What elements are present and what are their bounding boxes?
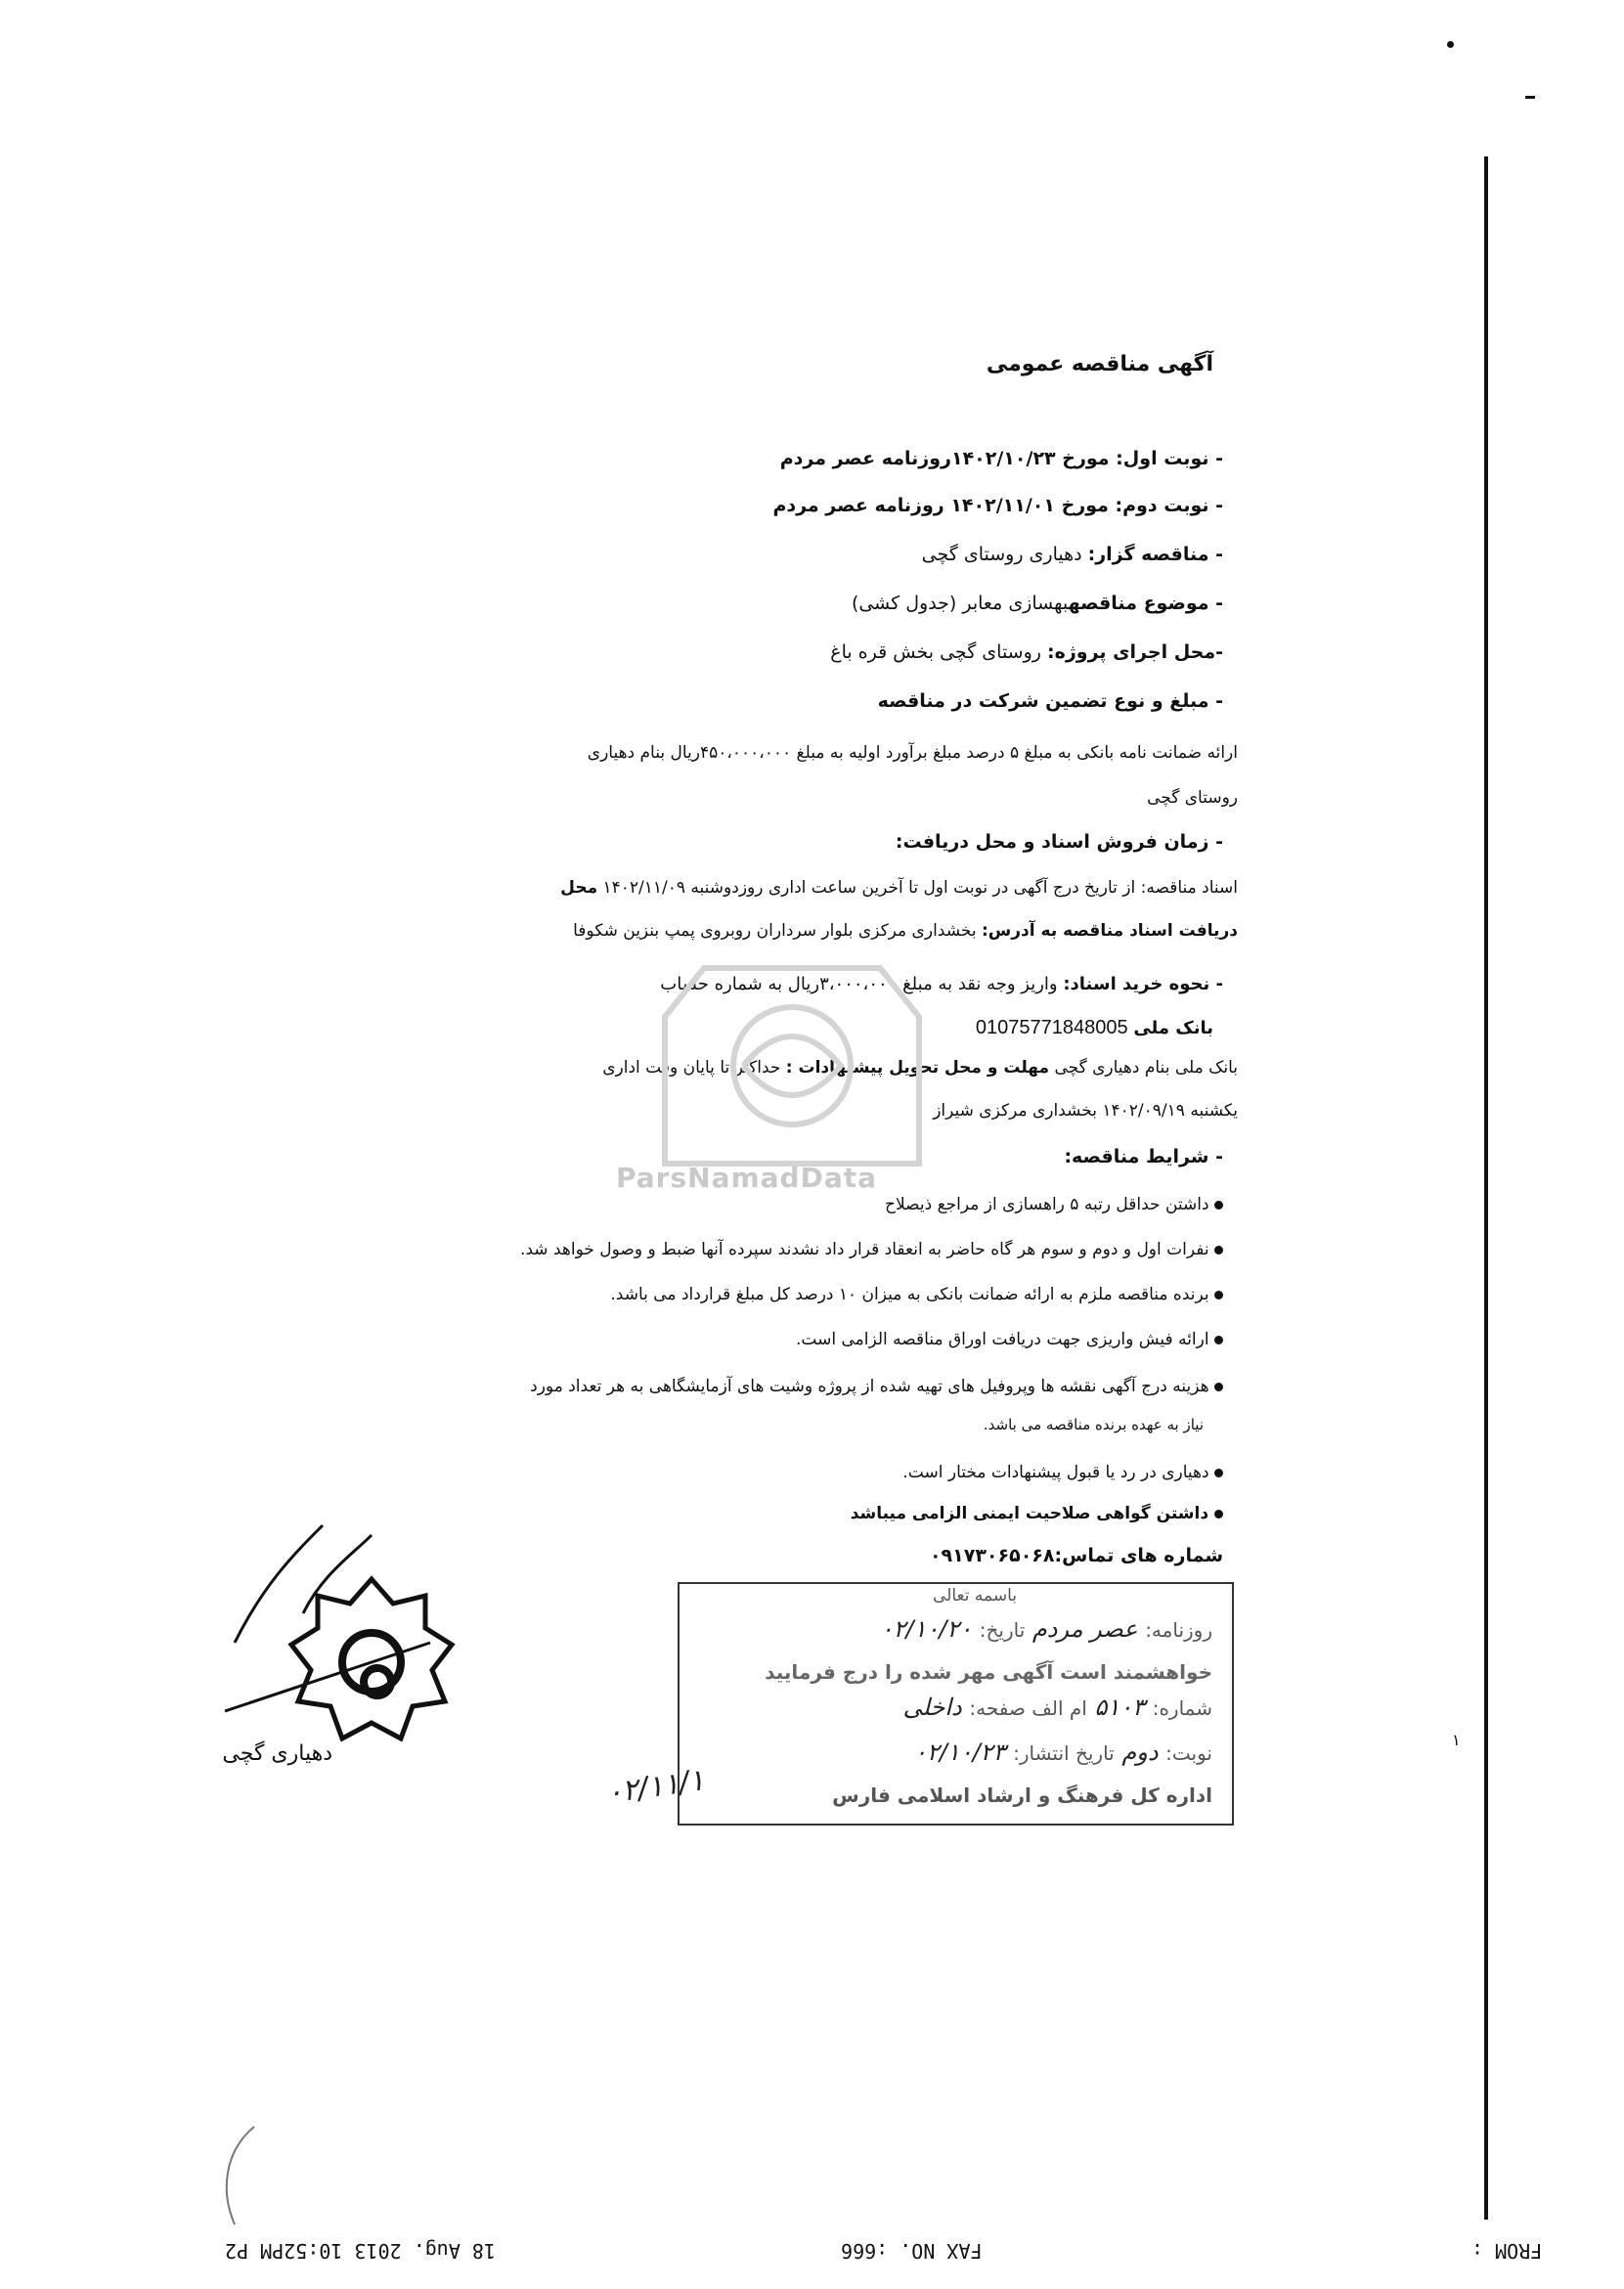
condition-4: ارائه فیش واریزی جهت دریافت اوراق مناقصه الزامی است.	[796, 1330, 1223, 1349]
bullet-icon	[1214, 1469, 1223, 1477]
handwritten-date: ۰۲/۱۱/۱	[604, 1763, 707, 1811]
bullet-icon	[1214, 1201, 1223, 1210]
stamp-header: باسمه تعالی	[933, 1586, 1017, 1606]
condition-5-cont: نیاز به عهده برنده مناقصه می باشد.	[983, 1416, 1204, 1433]
condition-7: داشتن گواهی صلاحیت ایمنی الزامی میباشد	[851, 1504, 1223, 1523]
watermark-text: ParsNamadData	[616, 1162, 877, 1194]
bullet-icon	[1214, 1291, 1223, 1299]
deadline-text-b: مهلت و محل تحویل پیشنهادات :	[785, 1058, 1050, 1078]
condition-1: داشتن حداقل رتبه ۵ راهسازی از مراجع ذیصلاح	[885, 1195, 1223, 1214]
publication-stamp	[678, 1582, 1234, 1826]
contact-label: شماره های تماس:	[1054, 1545, 1223, 1566]
sale-text-2a: دریافت اسناد مناقصه به آدرس:	[982, 921, 1238, 941]
account-number: 01075771848005	[975, 1017, 1128, 1038]
contact-value: ۰۹۱۷۳۰۶۵۰۶۸	[929, 1545, 1055, 1566]
fax-from: FROM :	[1471, 2239, 1543, 2263]
deadline-text-c: حداکثر تا پایان وقت اداری	[602, 1058, 786, 1078]
tenderer-value: دهیاری روستای گچی	[921, 544, 1088, 565]
subject-value: بهسازی معابر (جدول کشی)	[851, 593, 1069, 614]
fax-timestamp: 18 Aug. 2013 10:52PM P2	[225, 2239, 496, 2263]
sale-text-1	[560, 878, 1238, 898]
stamp-line-3: شماره: ۵۱۰۳ ام الف صفحه: داخلی	[902, 1694, 1212, 1721]
contact-line	[930, 1545, 1223, 1566]
conditions-heading: - شرایط مناقصه:	[1064, 1146, 1223, 1167]
purchase-label: - نحوه خرید اسناد:	[1063, 974, 1223, 994]
page-title: آگهی مناقصه عمومی	[986, 352, 1213, 376]
pen-mark	[215, 2122, 274, 2229]
sale-text-1b: محل	[560, 878, 598, 898]
condition-6: دهیاری در رد یا قبول پیشنهادات مختار است.	[902, 1463, 1223, 1482]
tenderer-line	[922, 544, 1223, 565]
account-line	[976, 1017, 1213, 1039]
bullet-icon	[1214, 1336, 1223, 1344]
account-bank: بانک ملی	[1133, 1018, 1213, 1038]
deadline-text-a: بانک ملی بنام دهیاری گچی	[1049, 1058, 1238, 1078]
bullet-icon	[1214, 1383, 1223, 1391]
second-round-line: - نوبت دوم: مورخ ۱۴۰۲/۱۱/۰۱ روزنامه عصر مردم	[772, 495, 1223, 516]
location-line	[830, 641, 1223, 663]
condition-2: نفرات اول و دوم و سوم هر گاه حاضر به انعقاد قرار داد نشدند سپرده آنها ضبط و وصول خواهد شد.	[520, 1240, 1223, 1259]
guarantee-text-2: روستای گچی	[1147, 788, 1238, 808]
bullet-icon	[1214, 1246, 1223, 1255]
subject-line	[852, 593, 1223, 614]
scan-mark	[1525, 96, 1535, 99]
subject-label: - موضوع مناقصه	[1068, 593, 1223, 614]
sale-text-2b: بخشداری مرکزی بلوار سرداران روبروی پمپ بنزین شکوفا	[573, 921, 982, 941]
fax-number: FAX NO. :666	[841, 2239, 983, 2263]
bullet-icon	[1214, 1510, 1223, 1519]
condition-3: برنده مناقصه ملزم به ارائه ضمانت بانکی به میزان ۱۰ درصد کل مبلغ قرارداد می باشد.	[610, 1285, 1223, 1304]
guarantee-text-1: ارائه ضمانت نامه بانکی به مبلغ ۵ درصد مبلغ برآورد اولیه به مبلغ ۴۵۰،۰۰۰،۰۰۰ریال بنام دهیاری	[587, 743, 1238, 763]
first-round-line: - نوبت اول: مورخ ۱۴۰۲/۱۰/۲۳روزنامه عصر مردم	[779, 448, 1223, 469]
deadline-text-2: یکشنبه ۱۴۰۲/۰۹/۱۹ بخشداری مرکزی شیراز	[933, 1101, 1238, 1121]
guarantee-heading: - مبلغ و نوع تضمین شرکت در مناقصه	[877, 690, 1223, 712]
sale-time-heading: - زمان فروش اسناد و محل دریافت:	[895, 831, 1223, 853]
sale-text-1a: اسناد مناقصه: از تاریخ درج آگهی در نوبت اول تا آخرین ساعت اداری روزدوشنبه ۱۴۰۲/۱۱/۰۹	[597, 878, 1238, 898]
location-value: روستای گچی بخش قره باغ	[830, 641, 1047, 663]
scan-dot	[1447, 41, 1454, 48]
stamp-line-4: نوبت: دوم تاریخ انتشار: ۰۲/۱۰/۲۳	[913, 1739, 1212, 1766]
stamp-line-2: خواهشمند است آگهی مهر شده را درج فرمایید	[765, 1660, 1212, 1684]
purchase-value: واریز وجه نقد به مبلغ ۳،۰۰۰،۰۰۰ریال به شماره حساب	[660, 974, 1064, 994]
location-label: -محل اجرای پروژه:	[1047, 641, 1223, 663]
stamp-line-1: روزنامه: عصر مردم تاریخ: ۰۲/۱۰/۲۰	[880, 1615, 1212, 1643]
scan-edge-line	[1484, 156, 1488, 2220]
stamp-line-5: اداره کل فرهنگ و ارشاد اسلامی فارس	[832, 1783, 1212, 1807]
tenderer-label: - مناقصه گزار:	[1087, 544, 1223, 565]
condition-5: هزینه درج آگهی نقشه ها وپروفیل های تهیه شده از پروژه وشیت های آزمایشگاهی به هر تعداد مورد	[530, 1377, 1223, 1396]
seal-text: دهیاری گچی	[222, 1741, 332, 1766]
signature-seal	[205, 1496, 518, 1789]
margin-mark: ۱	[1452, 1731, 1461, 1749]
